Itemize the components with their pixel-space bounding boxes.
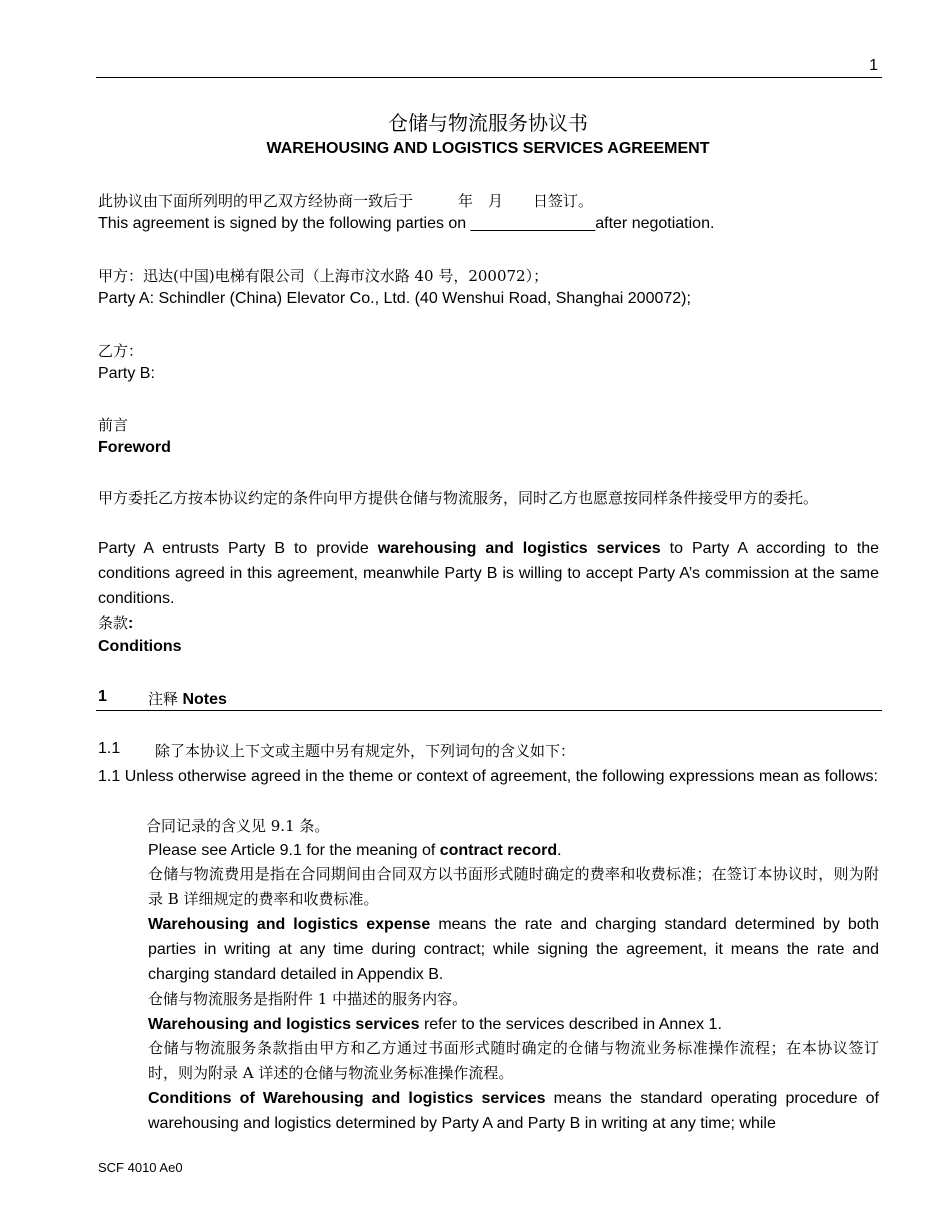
clause-1-1-number: 1.1	[98, 740, 121, 757]
foreword-body-chinese: 甲方委托乙方按本协议约定的条件向甲方提供仓储与物流服务，同时乙方也愿意按同样条件接受甲方的委托。	[98, 489, 819, 507]
section-1-number: 1	[98, 688, 107, 705]
definition-1-suffix: .	[557, 842, 562, 859]
definition-2-english	[148, 912, 879, 987]
definition-2-chinese: 仓储与物流费用是指在合同期间由合同双方以书面形式随时确定的费率和收费标准；在签订本协议时，则为附录 B 详细规定的费率和收费标准。	[148, 865, 879, 908]
foreword-text-2: to Party A according to the conditions agreed in this agreement, meanwhile Party B is willing to accept Party A’s commission at the same conditions.	[98, 540, 879, 607]
title-english: WAREHOUSING AND LOGISTICS SERVICES AGREEMENT	[266, 140, 710, 157]
definition-3-term: Warehousing and logistics services	[148, 1016, 420, 1033]
party-a-chinese: 甲方：迅达(中国)电梯有限公司（上海市汶水路 40 号，200072）；	[98, 267, 549, 285]
foreword-heading-english: Foreword	[98, 439, 171, 456]
party-a-english: Party A: Schindler (China) Elevator Co., Ltd. (40 Wenshui Road, Shanghai 200072);	[98, 290, 691, 307]
header-rule	[96, 77, 882, 78]
foreword-body-english	[98, 536, 879, 611]
definition-4-suffix: means the standard operating procedure of warehousing and logistics determined by Party A and Party B in writing at any time; while	[148, 1090, 880, 1132]
definition-1-prefix: Please see Article 9.1 for the meaning of	[148, 842, 440, 859]
definition-3-chinese: 仓储与物流服务是指附件 1 中描述的服务内容。	[148, 990, 468, 1008]
foreword-heading-chinese: 前言	[98, 416, 129, 434]
definition-4-english	[148, 1086, 879, 1136]
section-1-rule	[96, 710, 882, 711]
definition-4-chinese: 仓储与物流服务条款指由甲方和乙方通过书面形式随时确定的仓储与物流业务标准操作流程；在本协议签订时，则为附录 A 详述的仓储与物流业务标准操作流程。	[148, 1039, 879, 1082]
definition-3-english	[148, 1012, 879, 1037]
party-b-english: Party B:	[98, 365, 155, 382]
definition-1-chinese: 合同记录的含义见 9.1 条。	[146, 817, 330, 835]
title-chinese: 仓储与物流服务协议书	[388, 111, 588, 135]
conditions-heading-chinese	[98, 612, 133, 633]
intro-chinese: 此协议由下面所列明的甲乙双方经协商一致后于 年 月 日签订。	[98, 192, 594, 210]
section-1-title-en: Notes	[182, 691, 227, 708]
definition-4-term: Conditions of Warehousing and logistics services	[148, 1090, 546, 1107]
definition-1-term: contract record	[439, 842, 558, 859]
definition-1-english	[148, 838, 879, 863]
page-number: 1	[869, 57, 878, 74]
clause-1-1-chinese: 除了本协议上下文或主题中另有规定外，下列词句的含义如下：	[155, 742, 576, 760]
foreword-text-1: Party A entrusts Party B to provide	[98, 540, 378, 557]
conditions-heading-english: Conditions	[98, 638, 182, 655]
conditions-heading-cn-text: 条款	[98, 614, 129, 632]
definition-3-suffix: refer to the services described in Annex 1.	[419, 1016, 722, 1033]
intro-english: This agreement is signed by the following parties on ______________after negotiation.	[98, 215, 715, 232]
definition-2-suffix: means the rate and charging standard determined by both parties in writing at any time during contract; while signing the agreement, it means the rate and charging standard detailed in Appendix B.	[148, 916, 880, 983]
section-1-title-cn: 注释	[148, 690, 179, 708]
definition-2-term: Warehousing and logistics expense	[148, 916, 431, 933]
party-b-chinese: 乙方：	[98, 342, 144, 360]
conditions-heading-colon: :	[128, 615, 134, 632]
document-code-footer: SCF 4010 Ae0	[98, 1160, 183, 1175]
section-1-title	[148, 688, 227, 709]
clause-1-1-english: 1.1 Unless otherwise agreed in the theme or context of agreement, the following expressions mean as follows:	[98, 768, 878, 785]
foreword-text-bold: warehousing and logistics services	[377, 540, 661, 557]
